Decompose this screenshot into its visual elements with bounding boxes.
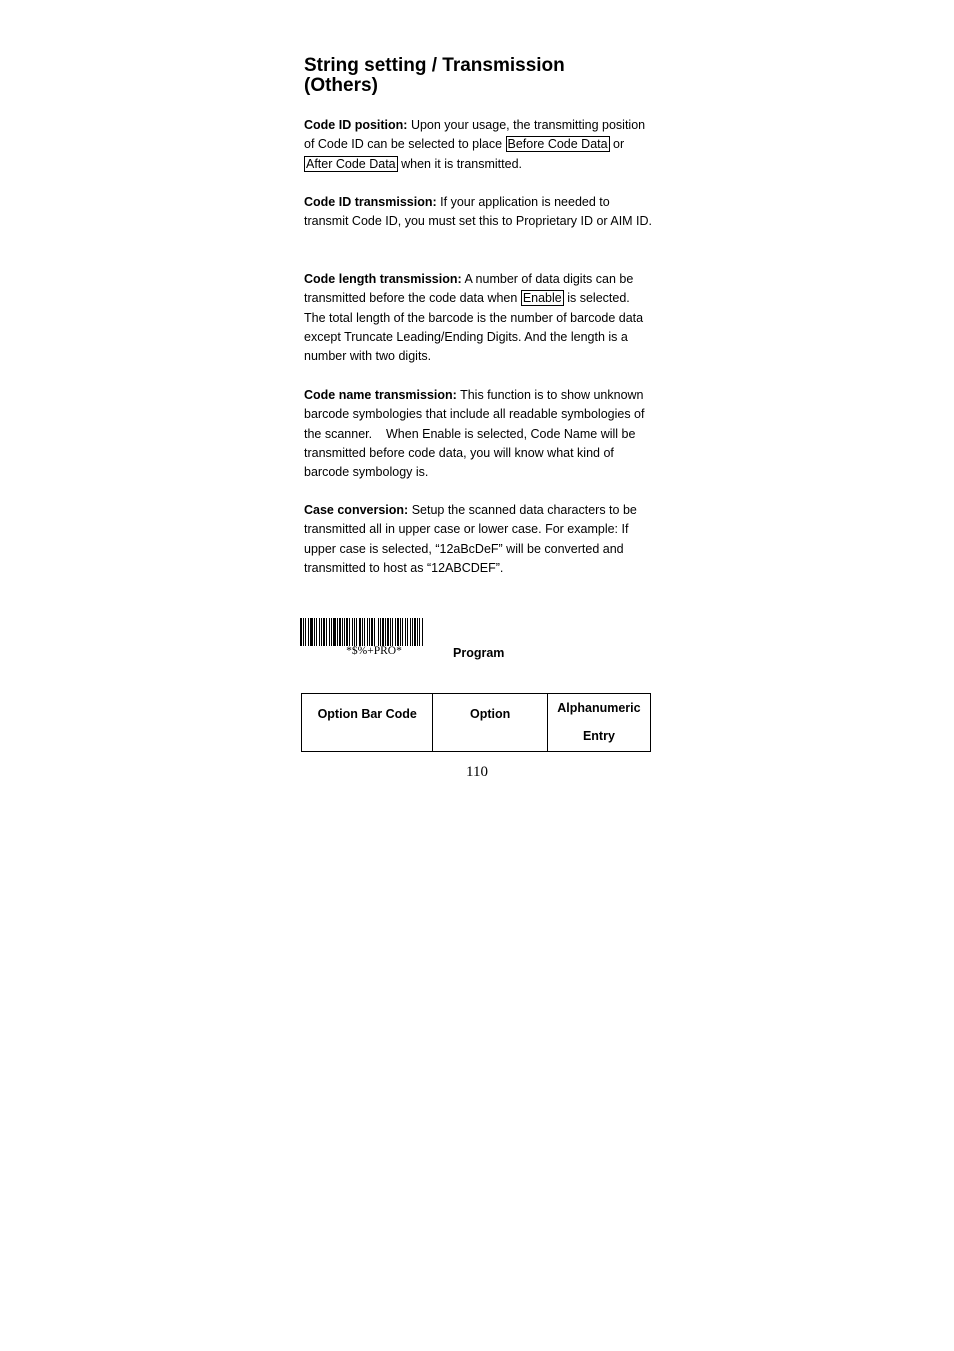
barcode-bar xyxy=(407,618,408,646)
option-table xyxy=(301,693,651,752)
barcode-bar xyxy=(369,618,370,646)
paragraph-text: If your application is needed to transmit Code ID, you must set this to Proprietary ID or AIM ID. xyxy=(304,195,653,229)
barcode-bar xyxy=(308,618,309,646)
barcode-bar xyxy=(412,618,413,646)
barcode-bar xyxy=(323,618,325,646)
barcode-bar xyxy=(367,618,368,646)
table-header-row xyxy=(302,694,651,752)
paragraph-text: or xyxy=(609,137,625,152)
paragraph-text: when it is transmitted. xyxy=(397,156,522,171)
barcode-bar xyxy=(422,618,423,646)
barcode-bar xyxy=(356,618,357,646)
barcode-bar xyxy=(405,618,406,646)
title-line-1: String setting / Transmission xyxy=(304,55,565,76)
barcode-bar xyxy=(342,618,343,646)
barcode-bar xyxy=(349,618,350,646)
barcode-bar xyxy=(314,618,315,646)
barcode-bar xyxy=(354,618,355,646)
program-label: Program xyxy=(453,646,505,660)
term-code-id-transmission: Code ID transmission: xyxy=(304,195,437,209)
case-conversion-paragraph xyxy=(304,501,654,578)
barcode-bar xyxy=(374,618,375,646)
barcode-bar xyxy=(316,618,317,646)
barcode-bar xyxy=(300,618,302,646)
barcode-bar xyxy=(378,618,379,646)
header-alphanumeric-entry xyxy=(547,694,650,752)
term-code-name-transmission: Code name transmission: xyxy=(304,388,457,402)
code-id-transmission-paragraph xyxy=(304,193,654,232)
code-length-transmission-paragraph xyxy=(304,270,654,366)
barcode-bar xyxy=(321,618,322,646)
page-title xyxy=(304,56,654,96)
barcode-bar xyxy=(380,618,381,646)
paragraph-text: is selected. The total length of the barcode is the number of barcode data except Truncate Leading/Ending Digits. And the length is a number with two digits. xyxy=(304,291,644,364)
barcode-bar xyxy=(419,618,420,646)
code-id-position-paragraph xyxy=(304,116,654,174)
barcode-bar xyxy=(402,618,403,646)
program-barcode-icon[interactable] xyxy=(300,618,448,646)
barcode-bar xyxy=(305,618,306,646)
term-code-id-position: Code ID position: xyxy=(304,118,408,132)
term-code-length-transmission: Code length transmission: xyxy=(304,272,462,286)
barcode-bar xyxy=(352,618,353,646)
barcode-bar xyxy=(417,618,418,646)
option-box-after-code-data: After Code Data xyxy=(306,156,396,171)
barcode-bar xyxy=(359,618,361,646)
barcode-bar xyxy=(395,618,396,646)
barcode-bar xyxy=(326,618,327,646)
header-option-bar-code: Option Bar Code xyxy=(302,694,433,752)
barcode-bar xyxy=(331,618,332,646)
paragraph-text: This function is to show unknown barcode symbologies that include all readable symbologies of the scanner. When Enable is selected, Code Name will be transmitted before code data, you will know what kind of barcode symbology is. xyxy=(304,388,648,480)
barcode-bar xyxy=(400,618,401,646)
barcode-bar xyxy=(364,618,365,646)
header-option: Option xyxy=(433,694,547,752)
barcode-bar xyxy=(333,618,336,646)
barcode-bar xyxy=(303,618,304,646)
header-alphanumeric-entry-text: Alphanumeric Entry xyxy=(557,701,641,743)
barcode-bar xyxy=(329,618,330,646)
barcode-bar xyxy=(414,618,416,646)
barcode-bar xyxy=(382,618,384,646)
barcode-bar xyxy=(397,618,399,646)
barcode-bar xyxy=(344,618,345,646)
barcode-bar xyxy=(310,618,313,646)
barcode-bar xyxy=(387,618,389,646)
barcode-caption: *$%+PRO* xyxy=(346,645,402,657)
barcode-bar xyxy=(371,618,373,646)
code-name-transmission-paragraph xyxy=(304,386,654,482)
barcode-bar xyxy=(385,618,386,646)
barcode-bar xyxy=(319,618,320,646)
paragraph-text: Upon your usage, the transmitting position of Code ID can be selected to place xyxy=(304,118,646,152)
barcode-bar xyxy=(410,618,411,646)
barcode-bar xyxy=(339,618,341,646)
barcode-bar xyxy=(337,618,338,646)
paragraph-text: A number of data digits can be transmitted before the code data when xyxy=(304,272,634,306)
barcode-bar xyxy=(392,618,393,646)
barcode-bar xyxy=(390,618,391,646)
term-case-conversion: Case conversion: xyxy=(304,503,409,517)
title-line-2: (Others) xyxy=(304,75,378,96)
barcode-bar xyxy=(346,618,348,646)
page-number: 110 xyxy=(466,764,488,780)
barcode-bar xyxy=(362,618,363,646)
paragraph-text: Setup the scanned data characters to be transmitted all in upper case or lower case. For example: If upper case is selected, “12aBcDeF” will be converted and transmitted to host as “12ABCDEF”. xyxy=(304,503,637,575)
option-box-before-code-data: Before Code Data xyxy=(507,137,608,152)
option-box-enable: Enable xyxy=(522,291,562,306)
